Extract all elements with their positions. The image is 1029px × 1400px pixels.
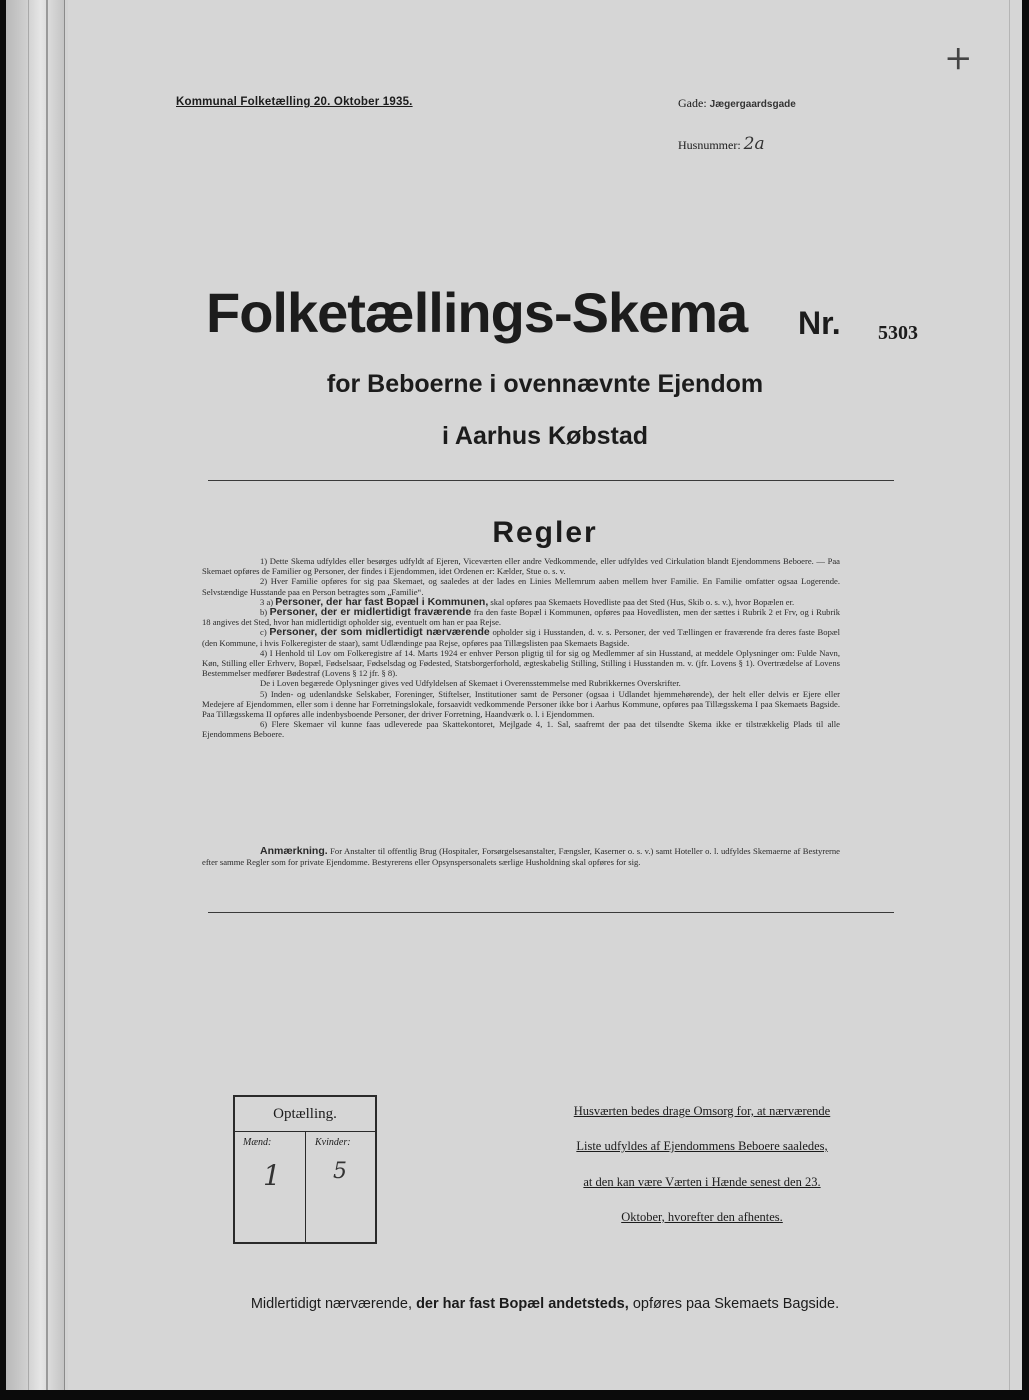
house-number-label: Husnummer: — [678, 138, 741, 152]
rules-heading: Regler — [492, 516, 598, 549]
form-subtitle-2: i Aarhus Købstad — [441, 422, 649, 450]
rule-3b: b) Personer, der er midlertidigt fraværende fra den faste Bopæl i Kommunen, opføres paa Hovedlisten, men der sættes i Rubrik 2 et Frv, og i Rubrik 18 angives det Sted, hvor han midlertidigt opholder sig, eventuelt om han er paa Rejse. — [202, 606, 841, 628]
rule-6: 6) Flere Skemaer vil kunne faas udleverede paa Skattekontoret, Mejlgade 4, 1. Sal, saafremt der paa det tilsendte Skema ikke er tilstrækkelig Plads til alle Ejendommens Beboere. — [202, 719, 840, 740]
rule-3a: 3 a) Personer, der har fast Bopæl i Kommunen, skal opføres paa Skemaets Hovedliste paa det Sted (Hus, Skib o. s. v.), hvor Bopælen er. — [260, 595, 795, 608]
women-count: 5 — [333, 1159, 347, 1184]
note-paragraph — [202, 846, 840, 867]
form-title: Folketællings-Skema — [206, 281, 748, 344]
rule-5: 5) Inden- og udenlandske Selskaber, Foreninger, Stiftelser, Institutioner samt de Personer (ogsaa i Udlandet hjemmehørende), der helt eller delvis er Ejere eller Medejere af Ejendommen, eller som i denne har Forretningslokale, forsaavidt vedkommende Personer ikke bor i Aarhus Kommune, opføres paa Tillægsskema I paa Skemaets Bagside. Paa Tillægsskema II opføres alle indenbysboende Personer, der driver Forretning, Haandværk o. l. i Ejendommen. — [202, 688, 840, 720]
form-number-label: Nr. — [798, 305, 841, 341]
rule-4b: De i Loven begærede Oplysninger gives ved Udfyldelsen af Skemaet i Overensstemmelse med Rubrikkernes Overskrifter. — [260, 678, 681, 689]
form-number-value: 5303 — [878, 322, 918, 344]
rule-1: 1) Dette Skema udfyldes eller besørges udfyldt af Ejeren, Viceværten eller andre Vedkommende, eller udfyldes ved Cirkulation blandt Ejendommens Beboere. — Paa Skemaet opføres de Familier og Personer, der findes i Ejendommen, idet Ordenen er: Kælder, Stue o. s. v. — [202, 556, 840, 577]
women-label: Kvinder: — [315, 1137, 351, 1148]
book-binding — [6, 0, 65, 1390]
note-label: Anmærkning. — [260, 845, 328, 857]
street-label: Gade: — [678, 96, 707, 110]
scanned-page — [6, 0, 1022, 1390]
divider-top — [208, 480, 894, 481]
rule-3c: c) Personer, der som midlertidigt nærværende opholder sig i Husstanden, d. v. s. Personer, der ved Tællingen er fraværende fra deres faste Bopæl (den Kommune, i hvis Folkeregister de staar), samt Udlændinge paa Rejse, opføres paa Tillægslisten paa Skemaets Bagside. — [202, 626, 840, 648]
notice-line-2: Liste udfyldes af Ejendommens Beboere saaledes, — [576, 1139, 828, 1153]
street-value: Jægergaardsgade — [709, 99, 796, 110]
notice-line-3: at den kan være Værten i Hænde senest den 23. — [583, 1175, 821, 1189]
margin-mark: + — [944, 38, 973, 78]
count-box — [233, 1095, 377, 1244]
notice-line-1: Husværten bedes drage Omsorg for, at nærværende — [573, 1104, 831, 1118]
note-text: For Anstalter til offentlig Brug (Hospitaler, Forsørgelsesanstalter, Fængsler, Kaserner o. s. v.) samt Hoteller o. l. udfyldes Skemaerne af Bestyrerne efter samme Regler som for private Ejendomme. Bestyrerens eller Opsynspersonalets særlige Husholdning skal opføres for sig. — [202, 846, 840, 867]
house-number-field — [678, 134, 765, 154]
footer-prefix: Midlertidigt nærværende, — [250, 1296, 413, 1312]
footer-suffix: opføres paa Skemaets Bagside. — [632, 1296, 840, 1312]
footer-line — [68, 1296, 1022, 1312]
rule-4: 4) I Henhold til Lov om Folkeregistre af 14. Marts 1924 er enhver Person pligtig til for sig og Medlemmer af sin Husstand, at meddele Oplysninger om: Fulde Navn, Køn, Stilling eller Erhverv, Bopæl, Fødselsaar, Fødselsdag og Fødested, Statsborgerforhold, ægteskabelig Stilling, Stilling i Husstanden m. v. (jfr. Lovens § 1). Overtrædelse af Lovens Bestemmelser medfører Bødestraf (Lovens § 12 jfr. § 8). — [202, 647, 840, 679]
men-label: Mænd: — [243, 1137, 272, 1148]
count-box-title: Optælling. — [235, 1097, 375, 1132]
form-subtitle-1: for Beboerne i ovennævnte Ejendom — [326, 370, 764, 398]
rule-2: 2) Hver Familie opføres for sig paa Skemaet, og saaledes at der lades en Linies Mellemrum aaben mellem hver Familie. En Familie omfatter ogsaa Logerende. Selvstændige Husstande paa en Person betragtes som „Familie“. — [202, 576, 840, 597]
street-field — [678, 96, 796, 111]
divider-bottom — [208, 912, 894, 913]
rules-body — [202, 556, 840, 740]
men-count: 1 — [263, 1159, 281, 1192]
footer-bold: der har fast Bopæl andetsteds, — [416, 1296, 629, 1312]
house-number-value: 2a — [743, 134, 765, 154]
census-form-sheet — [68, 0, 1022, 1390]
notice-line-4: Oktober, hvorefter den afhentes. — [621, 1210, 783, 1224]
census-date-line: Kommunal Folketælling 20. Oktober 1935. — [176, 96, 413, 108]
